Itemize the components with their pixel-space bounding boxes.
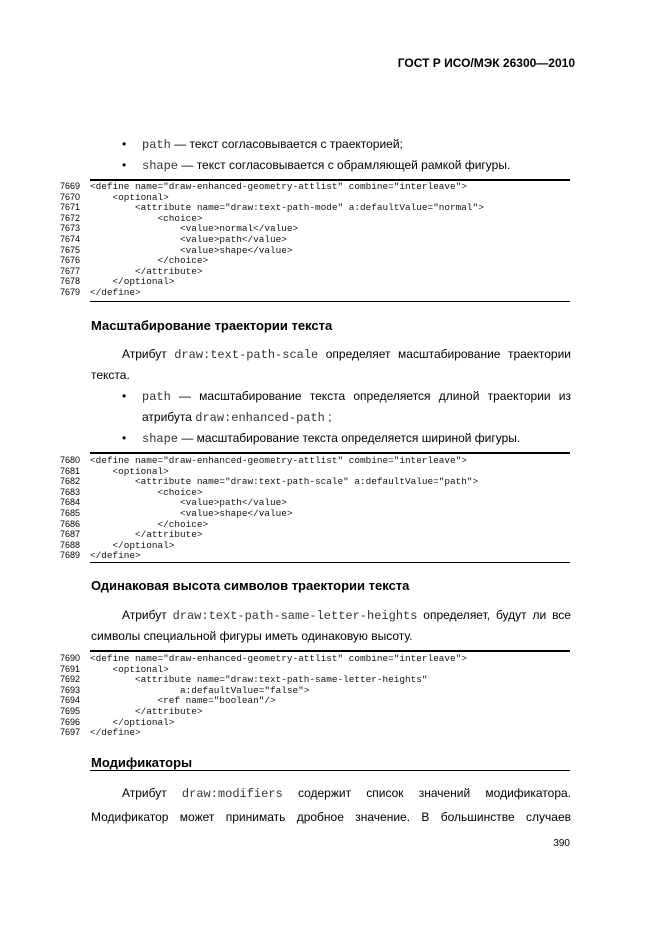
document-header: ГОСТ Р ИСО/МЭК 26300—2010 [397,56,575,70]
code-text: </attribute> [90,529,203,541]
paragraph [122,786,571,801]
code-line [55,287,570,298]
code-line [55,717,570,728]
line-number: 7677 [59,265,80,276]
code-text: <optional> [90,663,169,675]
code-line [55,455,570,466]
bullet-text: — масштабирование текста определяется шириной фигуры. [178,431,521,445]
bullet-text: текст согласовывается с обрамляющей рамкой фигуры. [196,158,511,172]
code-line [55,685,570,696]
line-number: 7695 [59,706,80,716]
line-number: 7681 [59,465,80,476]
line-number: 7672 [59,212,80,223]
code-text: </optional> [90,539,175,551]
bullet-icon: • [122,389,127,403]
code-line [55,202,570,213]
line-number: 7671 [59,202,80,213]
line-number: 7680 [59,455,80,465]
code-top-rule [90,452,570,454]
paragraph-continuation: Модификатор может принимать дробное значение. В большинстве случаев [91,810,571,824]
code-text: </attribute> [90,706,203,717]
text: — масштабирование текста определяется длиной траектории из [170,389,571,403]
bullet-text: текст согласовывается с траекторией; [189,137,403,151]
bullet-icon: • [122,137,127,151]
code-line [55,255,570,266]
term-code: shape [142,432,179,446]
code-line [55,181,570,192]
code-line [55,706,570,717]
line-number: 7691 [59,663,80,674]
line-number: 7670 [59,191,80,202]
code-line [55,695,570,706]
dash: — [178,158,197,172]
text: содержит список значений модификатора. [282,786,571,800]
code-text: <value>path</value> [90,497,287,509]
line-number: 7678 [59,276,80,287]
code-listing [55,179,570,307]
code-text: <define name="draw-enhanced-geometry-attlist" combine="interleave"> [90,455,467,466]
bullet-icon: • [122,158,127,172]
inline-code: draw:modifiers [181,787,283,801]
code-line [55,213,570,224]
line-number: 7688 [59,539,80,550]
inline-code: draw:text-path-scale [174,348,319,362]
code-text: <attribute name="draw:text-path-scale" a:defaultValue="path"> [90,476,479,488]
code-text: <value>normal</value> [90,223,299,235]
code-text: <value>path</value> [90,234,287,245]
text: Атрибут [122,786,182,800]
code-text: <define name="draw-enhanced-geometry-attlist" combine="interleave"> [90,653,467,664]
code-line [55,540,570,551]
line-number: 7686 [59,518,80,529]
line-number: 7669 [59,181,80,191]
text: определяет масштабирование траектории [318,347,571,361]
paragraph-continuation: текста. [91,368,130,382]
paragraph [122,347,571,362]
line-number: 7696 [59,716,80,727]
code-text: a:defaultValue="false"> [90,684,310,696]
code-line [55,664,570,675]
line-number: 7684 [59,497,80,508]
code-line [55,245,570,256]
code-text: </choice> [90,255,209,267]
code-text: </optional> [90,716,175,728]
line-number: 7674 [59,234,80,244]
line-number: 7690 [59,653,80,663]
term-code: shape [142,159,179,173]
line-number: 7687 [59,529,80,540]
code-text: <value>shape</value> [90,508,293,519]
code-text: </attribute> [90,265,203,277]
code-text: </choice> [90,518,209,530]
text: определяет, будут ли все [417,608,571,622]
line-number: 7697 [59,727,80,738]
code-line [55,653,570,664]
code-line [55,276,570,287]
code-line [55,674,570,685]
section-heading: Масштабирование траектории текста [91,318,333,333]
code-line [55,550,570,561]
line-number: 7679 [59,287,80,297]
code-text: <ref name="boolean"/> [90,695,276,707]
code-line [55,727,570,738]
bullet-icon: • [122,431,127,445]
code-text: </define> [90,727,141,739]
code-text: <value>shape</value> [90,244,293,256]
text: Атрибут [122,608,173,622]
code-line [55,519,570,530]
code-line [55,529,570,540]
line-number: 7683 [59,486,80,497]
line-number: 7694 [59,695,80,706]
page-number: 390 [553,838,570,849]
code-bottom-rule [90,301,570,302]
code-line [55,508,570,519]
line-number: 7689 [59,550,80,561]
line-number: 7675 [59,244,80,255]
code-line [55,487,570,498]
code-line [55,476,570,487]
code-text: </optional> [90,276,175,288]
text: Атрибут [122,347,175,361]
code-text: <define name="draw-enhanced-geometry-attlist" combine="interleave"> [90,181,467,192]
paragraph-continuation: символы специальной фигуры иметь одинаковую высоту. [91,629,413,643]
code-listing [55,452,570,564]
inline-code: draw:enhanced-path [195,411,325,425]
line-number: 7673 [59,223,80,234]
line-number: 7676 [59,255,80,266]
line-number: 7692 [59,674,80,685]
code-text: <choice> [90,212,203,224]
line-number: 7685 [59,508,80,518]
code-bottom-rule [90,770,570,771]
line-number: 7693 [59,684,80,695]
code-line [55,466,570,477]
code-text: <attribute name="draw:text-path-mode" a:defaultValue="normal"> [90,202,484,214]
code-line [55,266,570,277]
code-text: <optional> [90,191,169,203]
text: ; [324,410,332,424]
code-line [55,234,570,245]
term-code: path [142,390,171,404]
code-line [55,223,570,234]
line-number: 7682 [59,476,80,487]
section-heading: Одинаковая высота символов траектории текста [91,578,410,593]
term-code: path [142,138,171,152]
code-top-rule [90,650,570,652]
dash: — [170,137,190,151]
section-heading: Модификаторы [91,755,193,770]
code-text: </define> [90,287,141,298]
code-line [55,497,570,508]
code-text: <attribute name="draw:text-path-same-letter-heights" [90,674,428,686]
text: атрибута [142,410,196,424]
code-bottom-rule [90,562,570,563]
bullet-text-continuation [142,410,332,425]
code-text: <optional> [90,465,169,477]
inline-code: draw:text-path-same-letter-heights [172,609,418,623]
code-text: </define> [90,550,141,562]
code-line [55,192,570,203]
paragraph [122,608,571,623]
code-text: <choice> [90,486,203,498]
bullet-text [142,389,571,404]
code-listing [55,650,570,770]
